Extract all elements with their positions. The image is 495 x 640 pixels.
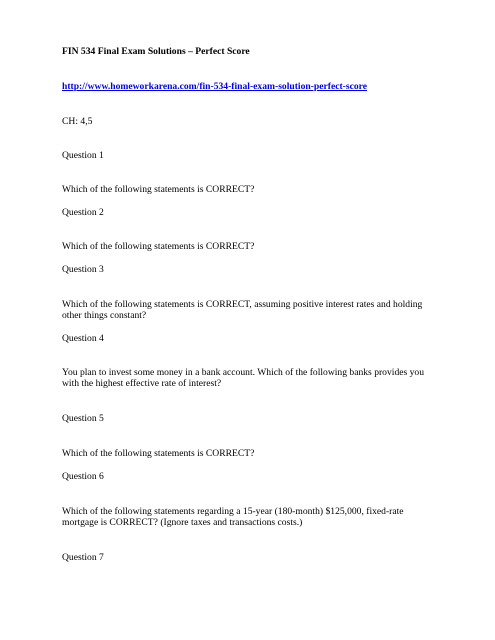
question-text: Which of the following statements is CORRECT? <box>62 241 255 252</box>
chapters-text: CH: 4,5 <box>62 116 93 127</box>
question-label: Question 7 <box>62 552 104 563</box>
question-text: Which of the following statements is CORRECT? <box>62 448 255 459</box>
question-label: Question 2 <box>62 207 104 218</box>
question-text: Which of the following statements is CORRECT? <box>62 184 255 195</box>
question-text: Which of the following statements is CORRECT, assuming positive interest rates and holding other things constant? <box>62 299 423 321</box>
question-text: Which of the following statements regarding a 15-year (180-month) $125,000, fixed-rate mortgage is CORRECT? (Ignore taxes and transactions costs.) <box>62 506 404 528</box>
question-text: You plan to invest some money in a bank account. Which of the following banks provides you with the highest effective rate of interest? <box>62 367 425 389</box>
question-label: Question 6 <box>62 471 104 482</box>
question-label: Question 1 <box>62 150 104 161</box>
question-label: Question 5 <box>62 413 104 424</box>
solution-link[interactable]: http://www.homeworkarena.com/fin-534-final-exam-solution-perfect-score <box>62 81 367 92</box>
question-label: Question 4 <box>62 333 104 344</box>
document-title: FIN 534 Final Exam Solutions – Perfect Score <box>62 46 250 57</box>
question-label: Question 3 <box>62 264 104 275</box>
